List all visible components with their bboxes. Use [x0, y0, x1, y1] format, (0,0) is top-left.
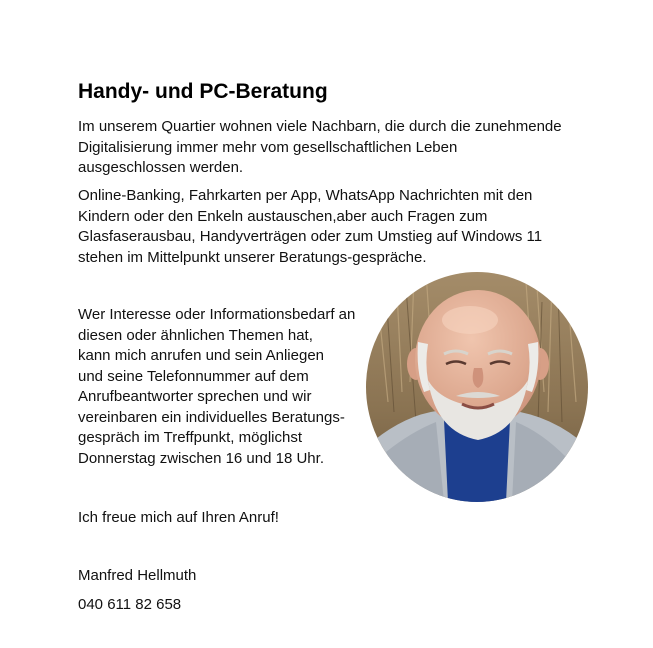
contact-paragraph: Wer Interesse oder Informationsbedarf an diesen oder ähnlichen Themen hat, kann mich anrufen und sein Anliegen und seine Telefonnummer auf dem Anrufbeantworter sprechen und wir vereinbaren ein individuelles Beratungs- gespräch im Treffpunkt, möglichst Donnerstag zwischen 16 und 18 Uhr.: [78, 306, 356, 467]
portrait-photo: [366, 272, 588, 502]
page-title: Handy- und PC-Beratung: [78, 80, 328, 103]
portrait-illustration: [366, 272, 588, 502]
topics-paragraph: Online-Banking, Fahrkarten per App, WhatsApp Nachrichten mit den Kindern oder den Enkeln austauschen,aber auch Fragen zum Glasfaserausbau, Handyverträgen oder zum Umstieg auf Windows 11 stehen im Mittelpunkt unserer Beratungs-gespräche.: [78, 187, 543, 266]
intro-paragraph: Im unserem Quartier wohnen viele Nachbarn, die durch die zunehmende Digitalisierung immer mehr vom gesellschaftlichen Leben ausgeschlossen werden.: [78, 118, 562, 176]
phone-number: 040 611 82 658: [78, 596, 182, 613]
closing-line: Ich freue mich auf Ihren Anruf!: [78, 509, 279, 526]
author-name: Manfred Hellmuth: [78, 567, 197, 584]
